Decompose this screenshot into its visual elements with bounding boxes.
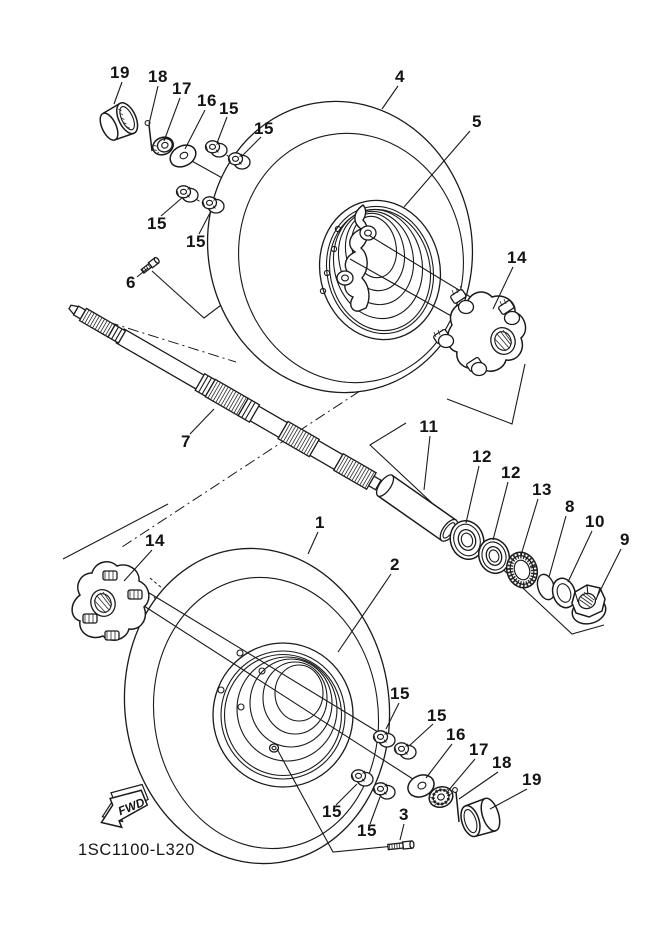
wheel-nut — [395, 743, 417, 759]
fwd-arrow-label: FWD — [116, 795, 147, 819]
callout-18: 18 — [491, 753, 513, 772]
callout-14: 14 — [144, 531, 166, 550]
wheel-cap-top — [96, 100, 142, 145]
callout-17: 17 — [171, 79, 193, 98]
callout-8: 8 — [564, 497, 576, 516]
callout-18: 18 — [147, 67, 169, 86]
callout-15: 15 — [389, 684, 411, 703]
callout-19: 19 — [109, 63, 131, 82]
callout-4: 4 — [394, 67, 406, 86]
callout-7: 7 — [180, 432, 192, 451]
spacer-collar — [373, 472, 461, 544]
callout-1: 1 — [314, 513, 326, 532]
callout-15: 15 — [356, 821, 378, 840]
callout-12: 12 — [500, 463, 522, 482]
callout-15: 15 — [218, 99, 240, 118]
callout-6: 6 — [125, 273, 137, 292]
callout-19: 19 — [521, 770, 543, 789]
callout-12: 12 — [471, 447, 493, 466]
wheel-nut — [374, 783, 396, 799]
fwd-arrow-icon — [92, 781, 154, 834]
callout-5: 5 — [471, 112, 483, 131]
callout-13: 13 — [531, 480, 553, 499]
callout-15: 15 — [146, 214, 168, 233]
axle-nut — [569, 585, 608, 627]
cotter-pin-top — [145, 121, 152, 151]
callout-9: 9 — [619, 530, 631, 549]
callout-15: 15 — [321, 802, 343, 821]
wheel-nut — [206, 141, 228, 157]
callout-11: 11 — [419, 417, 439, 436]
cotter-pin-bottom — [453, 788, 459, 822]
callout-15: 15 — [426, 706, 448, 725]
callout-16: 16 — [445, 725, 467, 744]
wheel-rim-bottom — [213, 643, 353, 787]
callout-2: 2 — [389, 555, 401, 574]
callout-3: 3 — [398, 805, 410, 824]
callout-10: 10 — [584, 512, 606, 531]
tire-top — [185, 80, 496, 413]
callout-15: 15 — [185, 232, 207, 251]
hub-bottom — [72, 562, 149, 640]
callout-17: 17 — [468, 740, 490, 759]
wheel-cap-bottom — [457, 796, 503, 840]
bolt-3 — [388, 841, 415, 851]
callout-14: 14 — [506, 248, 528, 267]
part-code-label: 1SC1100-L320 — [78, 841, 195, 859]
callout-15: 15 — [253, 119, 275, 138]
callout-16: 16 — [196, 91, 218, 110]
